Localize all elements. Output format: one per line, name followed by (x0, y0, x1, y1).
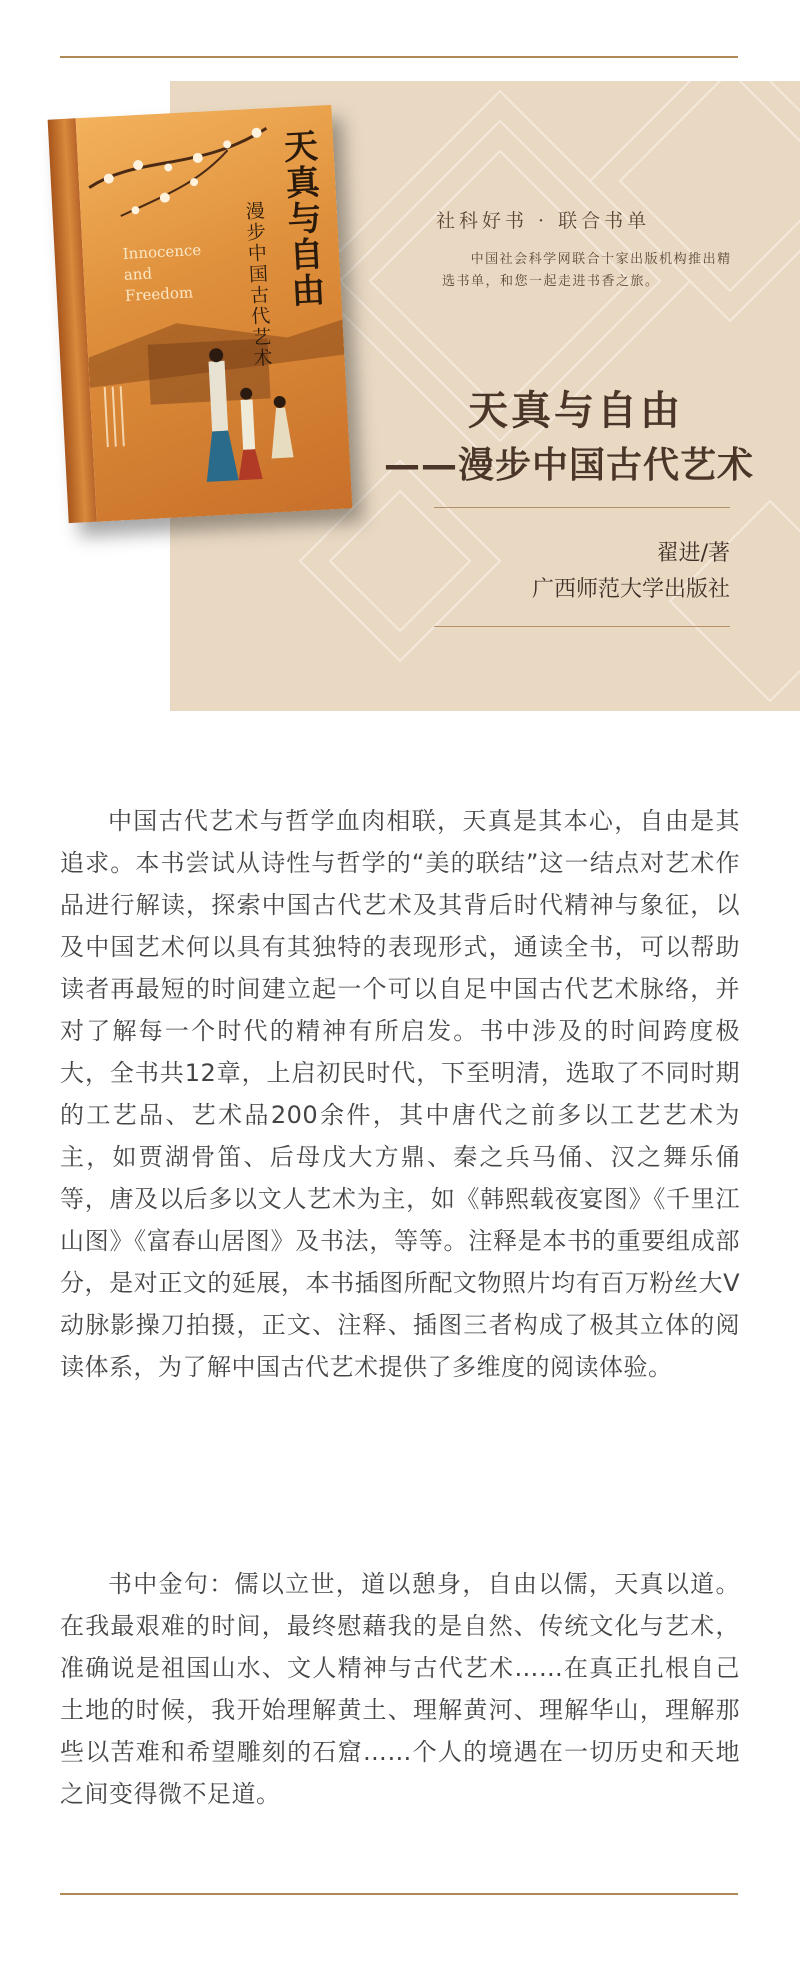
series-label: 社科好书 · 联合书单 (436, 210, 651, 232)
book-cover-image (48, 105, 353, 523)
book-sub-title: ——漫步中国古代艺术 (384, 445, 755, 486)
body-paragraph-quotes: 书中金句：儒以立世，道以憩身，自由以儒，天真以道。在我最艰难的时间，最终慰藉我的是自然、传统文化与艺术，准确说是祖国山水、文人精神与古代艺术……在真正扎根自己土地的时候，我开始理解黄土、理解黄河、理解华山，理解那些以苦难和希望雕刻的石窟……个人的境遇在一切历史和天地之间变得微不足道。 (60, 1570, 740, 1808)
top-divider (60, 56, 738, 58)
book-publisher: 广西师范大学出版社 (531, 577, 730, 602)
bottom-divider (60, 1893, 738, 1895)
cover-subtitle: 漫步中国古代艺术 (242, 200, 273, 370)
series-description: 中国社会科学网联合十家出版机构推出精选书单，和您一起走进书香之旅。 (442, 252, 732, 289)
body-paragraph-intro: 中国古代艺术与哲学血肉相联，天真是其本心，自由是其追求。本书尝试从诗性与哲学的“美的联结”这一结点对艺术作品进行解读，探索中国古代艺术及其背后时代精神与象征，以及中国艺术何以具有其独特的表现形式，通读全书，可以帮助读者再最短的时间建立起一个可以自足中国古代艺术脉络，并对了解每一个时代的精神有所启发。书中涉及的时间跨度极大，全书共12章，上启初民时代，下至明清，选取了不同时期的工艺品、艺术品200余件，其中唐代之前多以工艺艺术为主，如贾湖骨笛、后母戊大方鼎、秦之兵马俑、汉之舞乐俑等，唐及以后多以文人艺术为主，如《韩熙载夜宴图》《千里江山图》《富春山居图》及书法，等等。注释是本书的重要组成部分，是对正文的延展，本书插图所配文物照片均有百万粉丝大V动脉影操刀拍摄，正文、注释、插图三者构成了极其立体的阅读体系，为了解中国古代艺术提供了多维度的阅读体验。 (60, 807, 740, 1381)
publisher-divider (434, 626, 730, 627)
cover-english-title: Innocence and Freedom (122, 240, 202, 305)
title-divider (434, 507, 730, 508)
book-main-title: 天真与自由 (468, 388, 683, 434)
cover-title: 天真与自由 (276, 127, 326, 310)
book-front-cover (76, 105, 353, 522)
book-author: 翟进/著 (656, 541, 730, 566)
